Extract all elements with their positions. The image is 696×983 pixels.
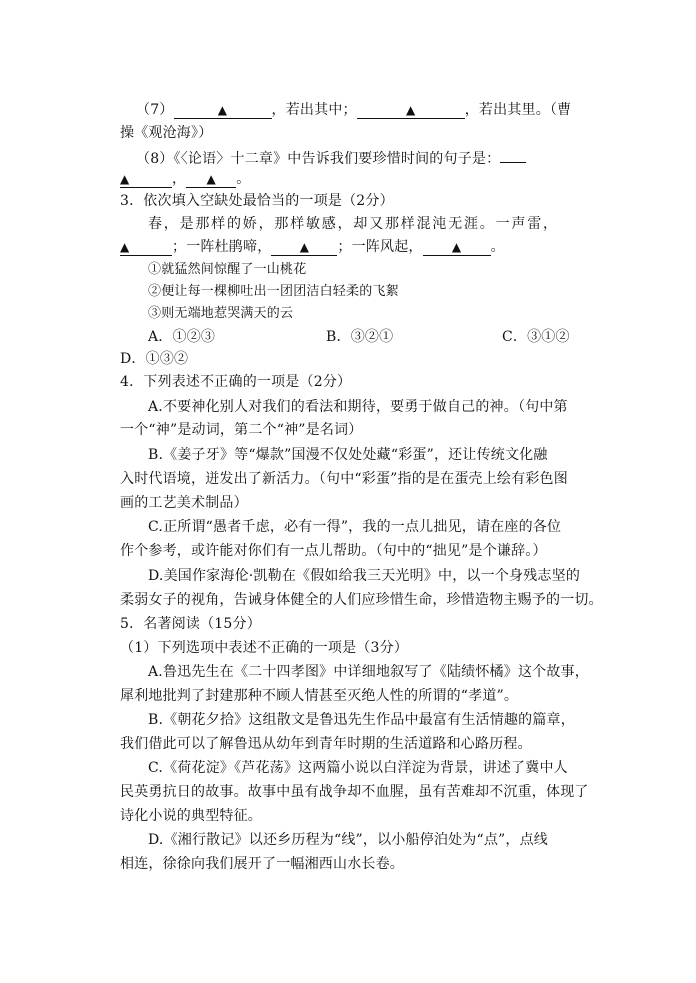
triangle-mark: ▲ xyxy=(120,172,130,186)
answer-blank[interactable] xyxy=(271,239,337,256)
q2-item8-line2 xyxy=(120,169,250,189)
q4-option-a-line2: 一个“神”是动词，第二个“神”是名词） xyxy=(120,422,363,438)
q4-option-b-line3: 画的工艺美术制品） xyxy=(120,495,248,511)
q4-option-c-line1: C.正所谓“愚者千虑，必有一得”，我的一点儿拙见，请在座的各位 xyxy=(148,519,562,535)
q3-choice-a[interactable]: A．①②③ xyxy=(148,329,216,345)
q5-sub1-heading: （1）下列选项中表述不正确的一项是（3分） xyxy=(120,640,409,656)
text-segment: ，若出其中； xyxy=(271,102,357,118)
q4-option-d-line1: D.美国作家海伦·凯勒在《假如给我三天光明》中，以一个身残志坚的 xyxy=(148,568,581,584)
q3-choice-b[interactable]: B．③②① xyxy=(326,329,394,345)
answer-blank[interactable] xyxy=(186,171,236,188)
q3-passage-line2 xyxy=(120,237,505,257)
triangle-mark: ▲ xyxy=(206,172,216,186)
triangle-mark: ▲ xyxy=(406,103,416,117)
triangle-mark: ▲ xyxy=(299,240,310,254)
q4-option-d-line2: 柔弱女子的视角，告诫身体健全的人们应珍惜生命，珍惜造物主赐予的一切。 xyxy=(120,592,603,608)
q5-option-c-line3: 诗化小说的典型特征。 xyxy=(120,808,262,824)
q5-option-c-line2: 民英勇抗日的故事。故事中虽有战争却不血腥，虽有苦难却不沉重，体现了 xyxy=(120,784,589,800)
q3-option-1: ①就猛然间惊醒了一山桃花 xyxy=(148,262,307,277)
q3-option-3: ③则无端地惹哭满天的云 xyxy=(148,306,294,321)
q4-heading: 4．下列表述不正确的一项是（2分） xyxy=(120,374,352,390)
q4-option-b-line1: B.《姜子牙》等“爆款”国漫不仅处处藏“彩蛋”，还让传统文化融 xyxy=(148,447,548,463)
answer-blank[interactable] xyxy=(357,102,465,119)
q3-option-2: ②便让每一棵柳吐出一团团洁白轻柔的飞絮 xyxy=(148,284,399,299)
text-segment: ，若出其里。（曹 xyxy=(464,102,572,118)
triangle-mark: ▲ xyxy=(451,240,462,254)
q5-option-b-line1: B.《朝花夕拾》这组散文是鲁迅先生作品中最富有生活情趣的篇章， xyxy=(148,712,575,728)
q5-option-d-line2: 相连，徐徐向我们展开了一幅湘西山水长卷。 xyxy=(120,856,404,872)
answer-blank[interactable] xyxy=(500,146,526,163)
q5-heading: 5．名著阅读（15分） xyxy=(120,616,261,632)
item-number: （7） xyxy=(136,102,174,118)
q3-heading: 3．依次填入空缺处最恰当的一项是（2分） xyxy=(120,193,394,209)
q5-option-d-line1: D.《湘行散记》以还乡历程为“线”，以小船停泊处为“点”，点线 xyxy=(148,832,549,848)
text-segment: ， xyxy=(172,171,187,187)
answer-blank[interactable] xyxy=(174,102,272,119)
text-segment: ；一阵杜鹃啼， xyxy=(172,239,272,255)
q3-passage-line1: 春，是那样的娇，那样敏感，却又那样混沌无涯。一声雷， xyxy=(148,216,559,232)
answer-blank[interactable] xyxy=(120,171,172,188)
q4-option-c-line2: 作个参考，或许能对你们有一点儿帮助。（句中的“拙见”是个谦辞。） xyxy=(120,543,547,559)
q5-option-a-line2: 犀利地批判了封建那种不顾人情甚至灭绝人性的所谓的“孝道”。 xyxy=(120,688,519,704)
q5-option-b-line2: 我们借此可以了解鲁迅从幼年到青年时期的生活道路和心路历程。 xyxy=(120,736,532,752)
text-segment: （8）《〈论语〉十二章》中告诉我们要珍惜时间的句子是： xyxy=(136,151,501,167)
triangle-mark: ▲ xyxy=(120,240,130,254)
q2-item7-line1 xyxy=(136,100,571,120)
answer-blank[interactable] xyxy=(423,239,491,256)
q3-choice-c[interactable]: C．③①② xyxy=(502,329,570,345)
text-segment: ；一阵风起， xyxy=(337,239,423,255)
q3-choice-d[interactable]: D．①③② xyxy=(120,351,189,367)
text-segment: 。 xyxy=(490,239,505,255)
q4-option-b-line2: 入时代语境，迸发出了新活力。（句中“彩蛋”指的是在蛋壳上绘有彩色图 xyxy=(120,471,568,487)
q5-option-c-line1: C.《荷花淀》《芦花荡》这两篇小说以白洋淀为背景，讲述了冀中人 xyxy=(148,760,568,776)
text-segment: 。 xyxy=(236,171,251,187)
q4-option-a-line1: A.不要神化别人对我们的看法和期待，要勇于做自己的神。（句中第 xyxy=(148,399,568,415)
q2-item7-line2: 操《观沧海》） xyxy=(120,125,213,141)
triangle-mark: ▲ xyxy=(217,103,228,117)
q5-option-a-line1: A.鲁迅先生在《二十四孝图》中详细地叙写了《陆绩怀橘》这个故事， xyxy=(148,664,589,680)
answer-blank[interactable] xyxy=(120,239,172,256)
q2-item8-line1 xyxy=(136,146,526,169)
